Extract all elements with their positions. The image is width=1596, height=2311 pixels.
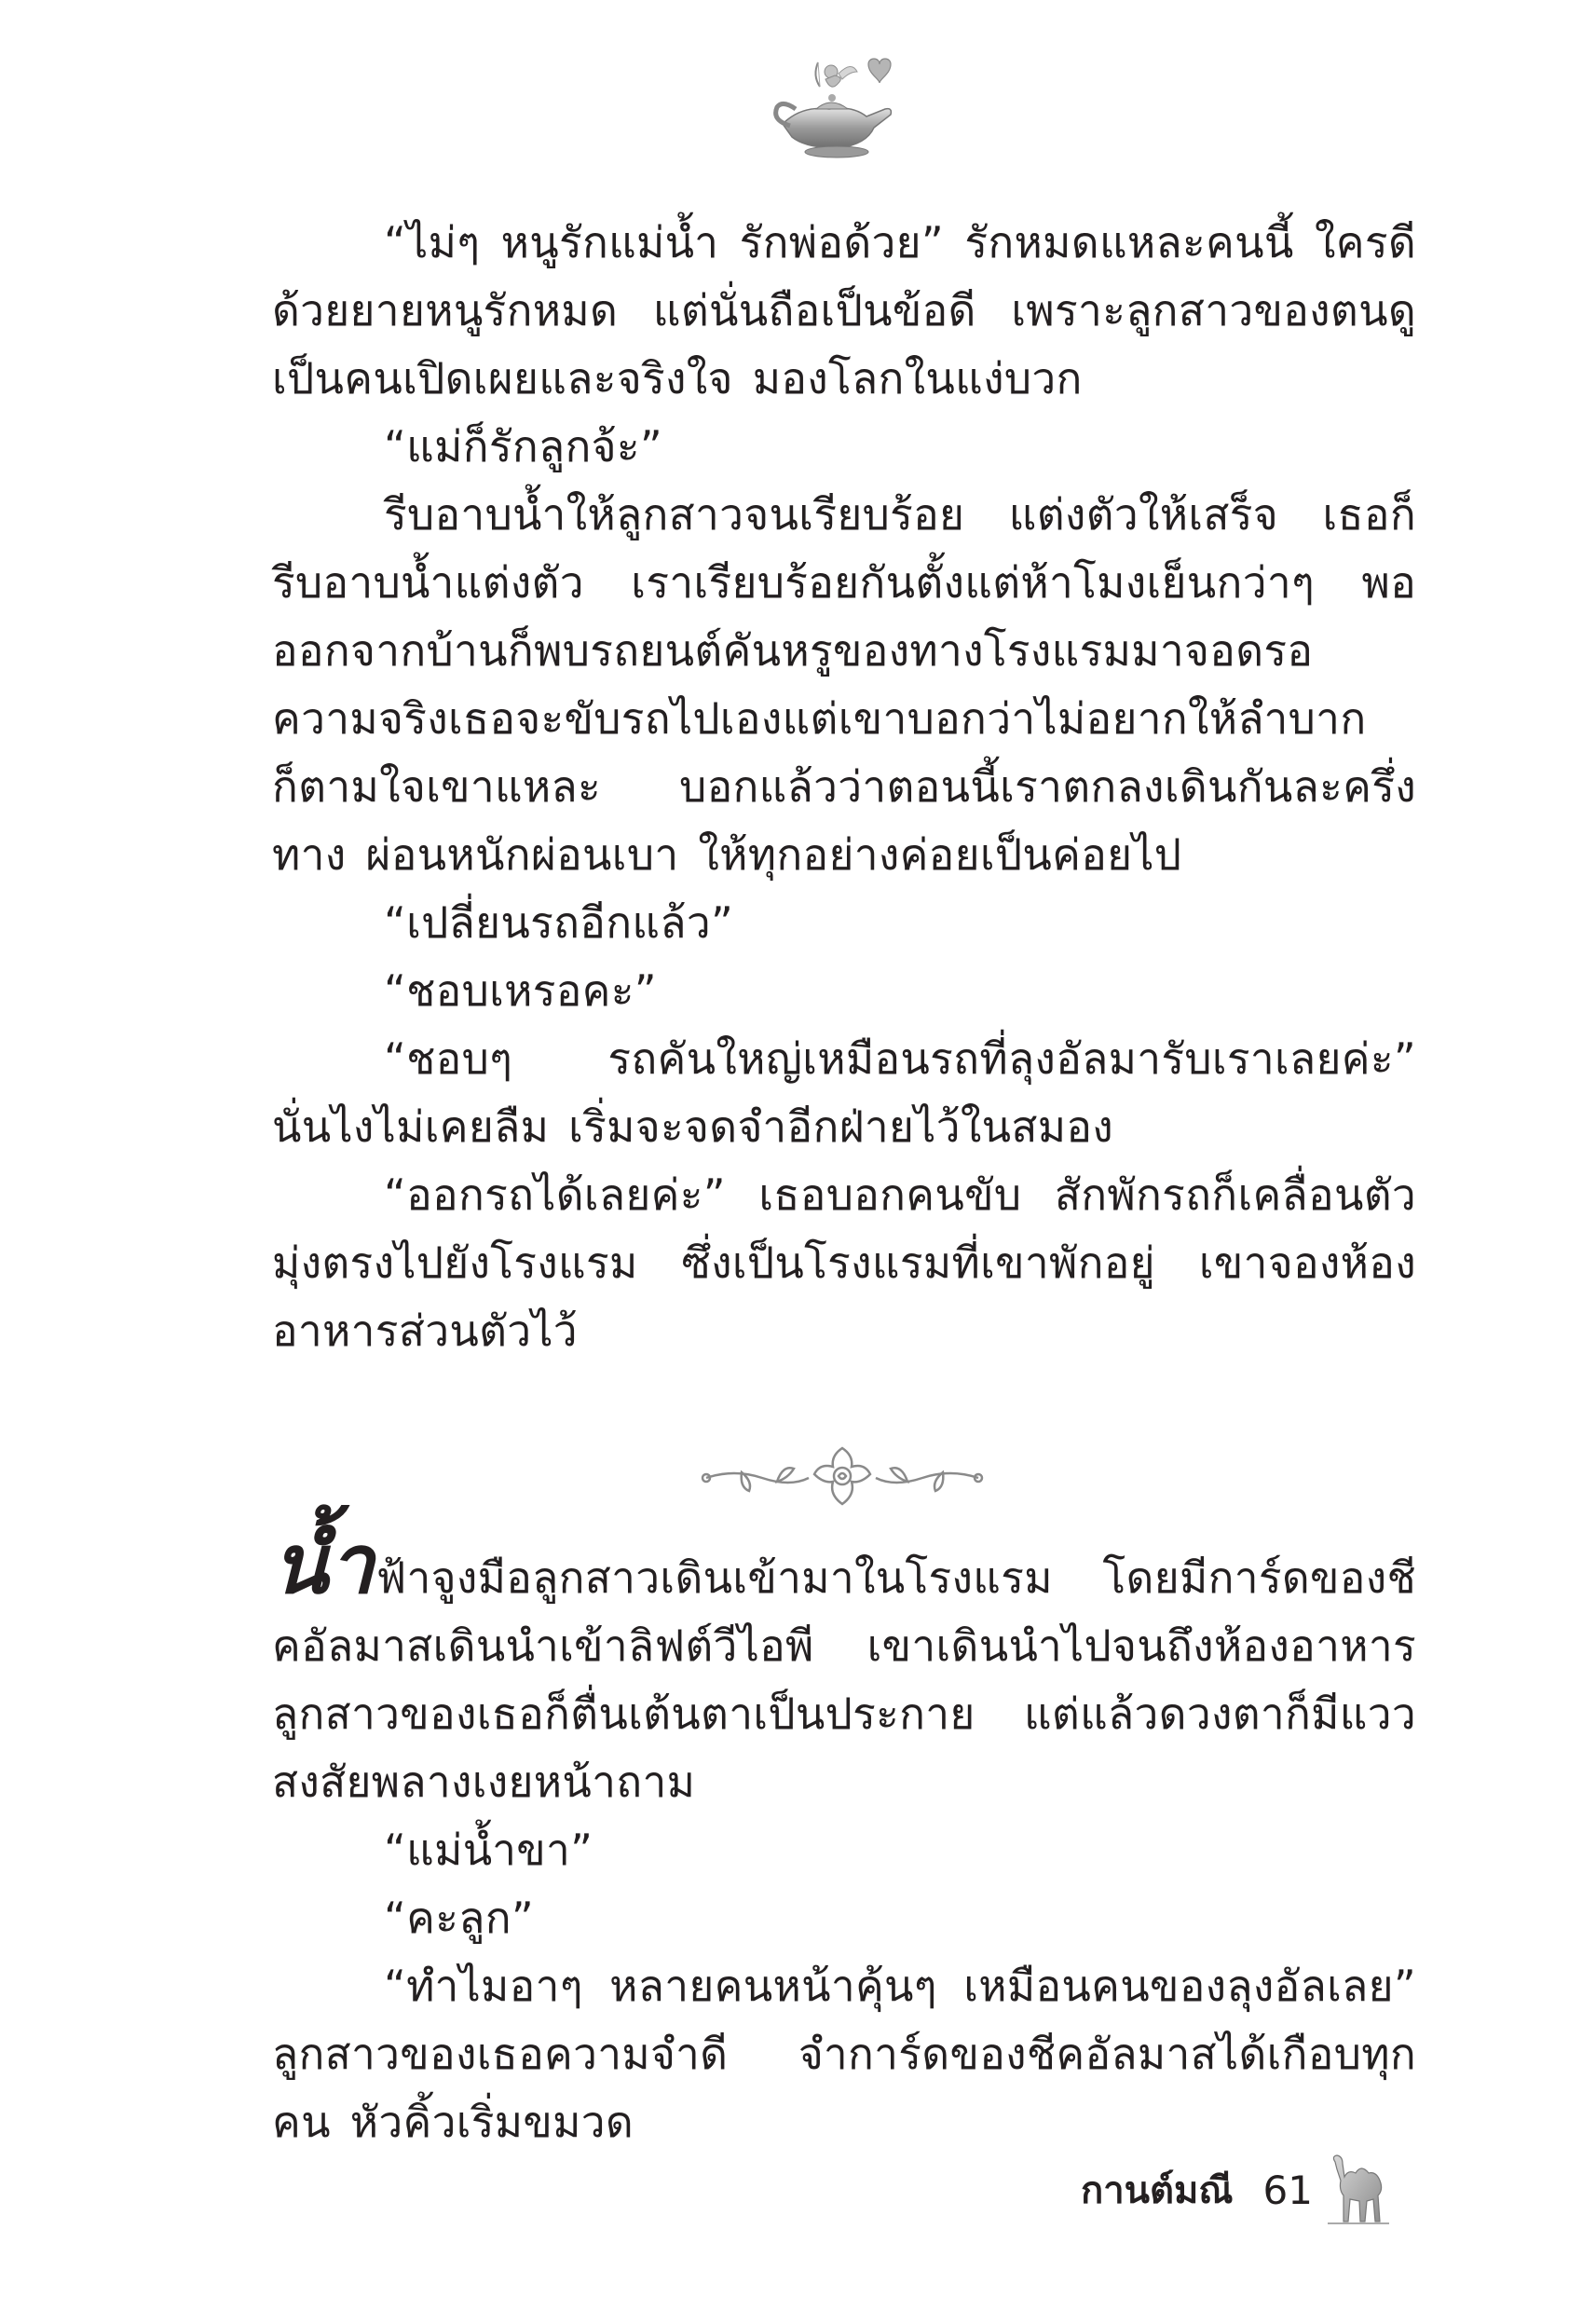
paragraph: “ไม่ๆ หนูรักแม่น้ำ รักพ่อด้วย” รักหมดแหละคนนี้ ใครดีด้วยยายหนูรักหมด แต่นั่นถือเป็นข้อดี เพราะลูกสาวของตนดูเป็นคนเปิดเผยและจริงใจ มองโลกในแง่บวก [272,217,1416,403]
page-number: 61 [1262,2167,1313,2213]
section-2 [272,1515,1416,2156]
paragraph: “คะลูก” [384,1893,534,1943]
teapot-cupid-ornament-icon [764,51,913,163]
paragraph: “แม่น้ำขา” [384,1825,593,1875]
paragraph: “ทำไมอาๆ หลายคนหน้าคุ้นๆ เหมือนคนของลุงอัลเลย” ลูกสาวของเธอความจำดี จำการ์ดของชีคอัลมาสได้เกือบทุกคน หัวคิ้วเริ่มขมวด [272,1961,1416,2147]
paragraph: “ชอบเหรอคะ” [384,965,657,1016]
paragraph: “ชอบๆ รถคันใหญ่เหมือนรถที่ลุงอัลมารับเราเลยค่ะ” นั่นไงไม่เคยลืม เริ่มจะจดจำอีกฝ่ายไว้ในสมอง [272,1033,1416,1152]
paragraph-with-dropcap [272,1515,1416,1816]
paragraph: “เปลี่ยนรถอีกแล้ว” [384,897,734,948]
dropcap: น้ำ [272,1515,376,1612]
book-title: กานต์มณี [1081,2169,1234,2212]
floral-divider-icon [697,1435,988,1519]
paragraph: “ออกรถได้เลยค่ะ” เธอบอกคนขับ สักพักรถก็เคลื่อนตัวมุ่งตรงไปยังโรงแรม ซึ่งเป็นโรงแรมที่เขาพักอยู่ เขาจองห้องอาหารส่วนตัวไว้ [272,1169,1416,1356]
page-footer [1081,2153,1391,2227]
paragraph: รีบอาบน้ำให้ลูกสาวจนเรียบร้อย แต่งตัวให้เสร็จ เธอก็รีบอาบน้ำแต่งตัว เราเรียบร้อยกันตั้งแต่ห้าโมงเย็นกว่าๆ พอออกจากบ้านก็พบรถยนต์คันหรูของทางโรงแรมมาจอดรอ ความจริงเธอจะขับรถไปเองแต่เขาบอกว่าไม่อยากให้ลำบาก ก็ตามใจเขาแหละ บอกแล้วว่าตอนนี้เราตกลงเดินกันละครึ่งทาง ผ่อนหนักผ่อนเบา ให้ทุกอย่างค่อยเป็นค่อยไป [272,489,1416,880]
section-1 [272,209,1416,1365]
paragraph: “แม่ก็รักลูกจ้ะ” [384,421,663,472]
paragraph-rest: ฟ้าจูงมือลูกสาวเดินเข้ามาในโรงแรม โดยมีการ์ดของชีคอัลมาสเดินนำเข้าลิฟต์วีไอพี เขาเดินนำไปจนถึงห้องอาหาร ลูกสาวของเธอก็ตื่นเต้นตาเป็นประกาย แต่แล้วดวงตาก็มีแววสงสัยพลางเงยหน้าถาม [272,1552,1416,1807]
camel-icon [1328,2153,1391,2227]
